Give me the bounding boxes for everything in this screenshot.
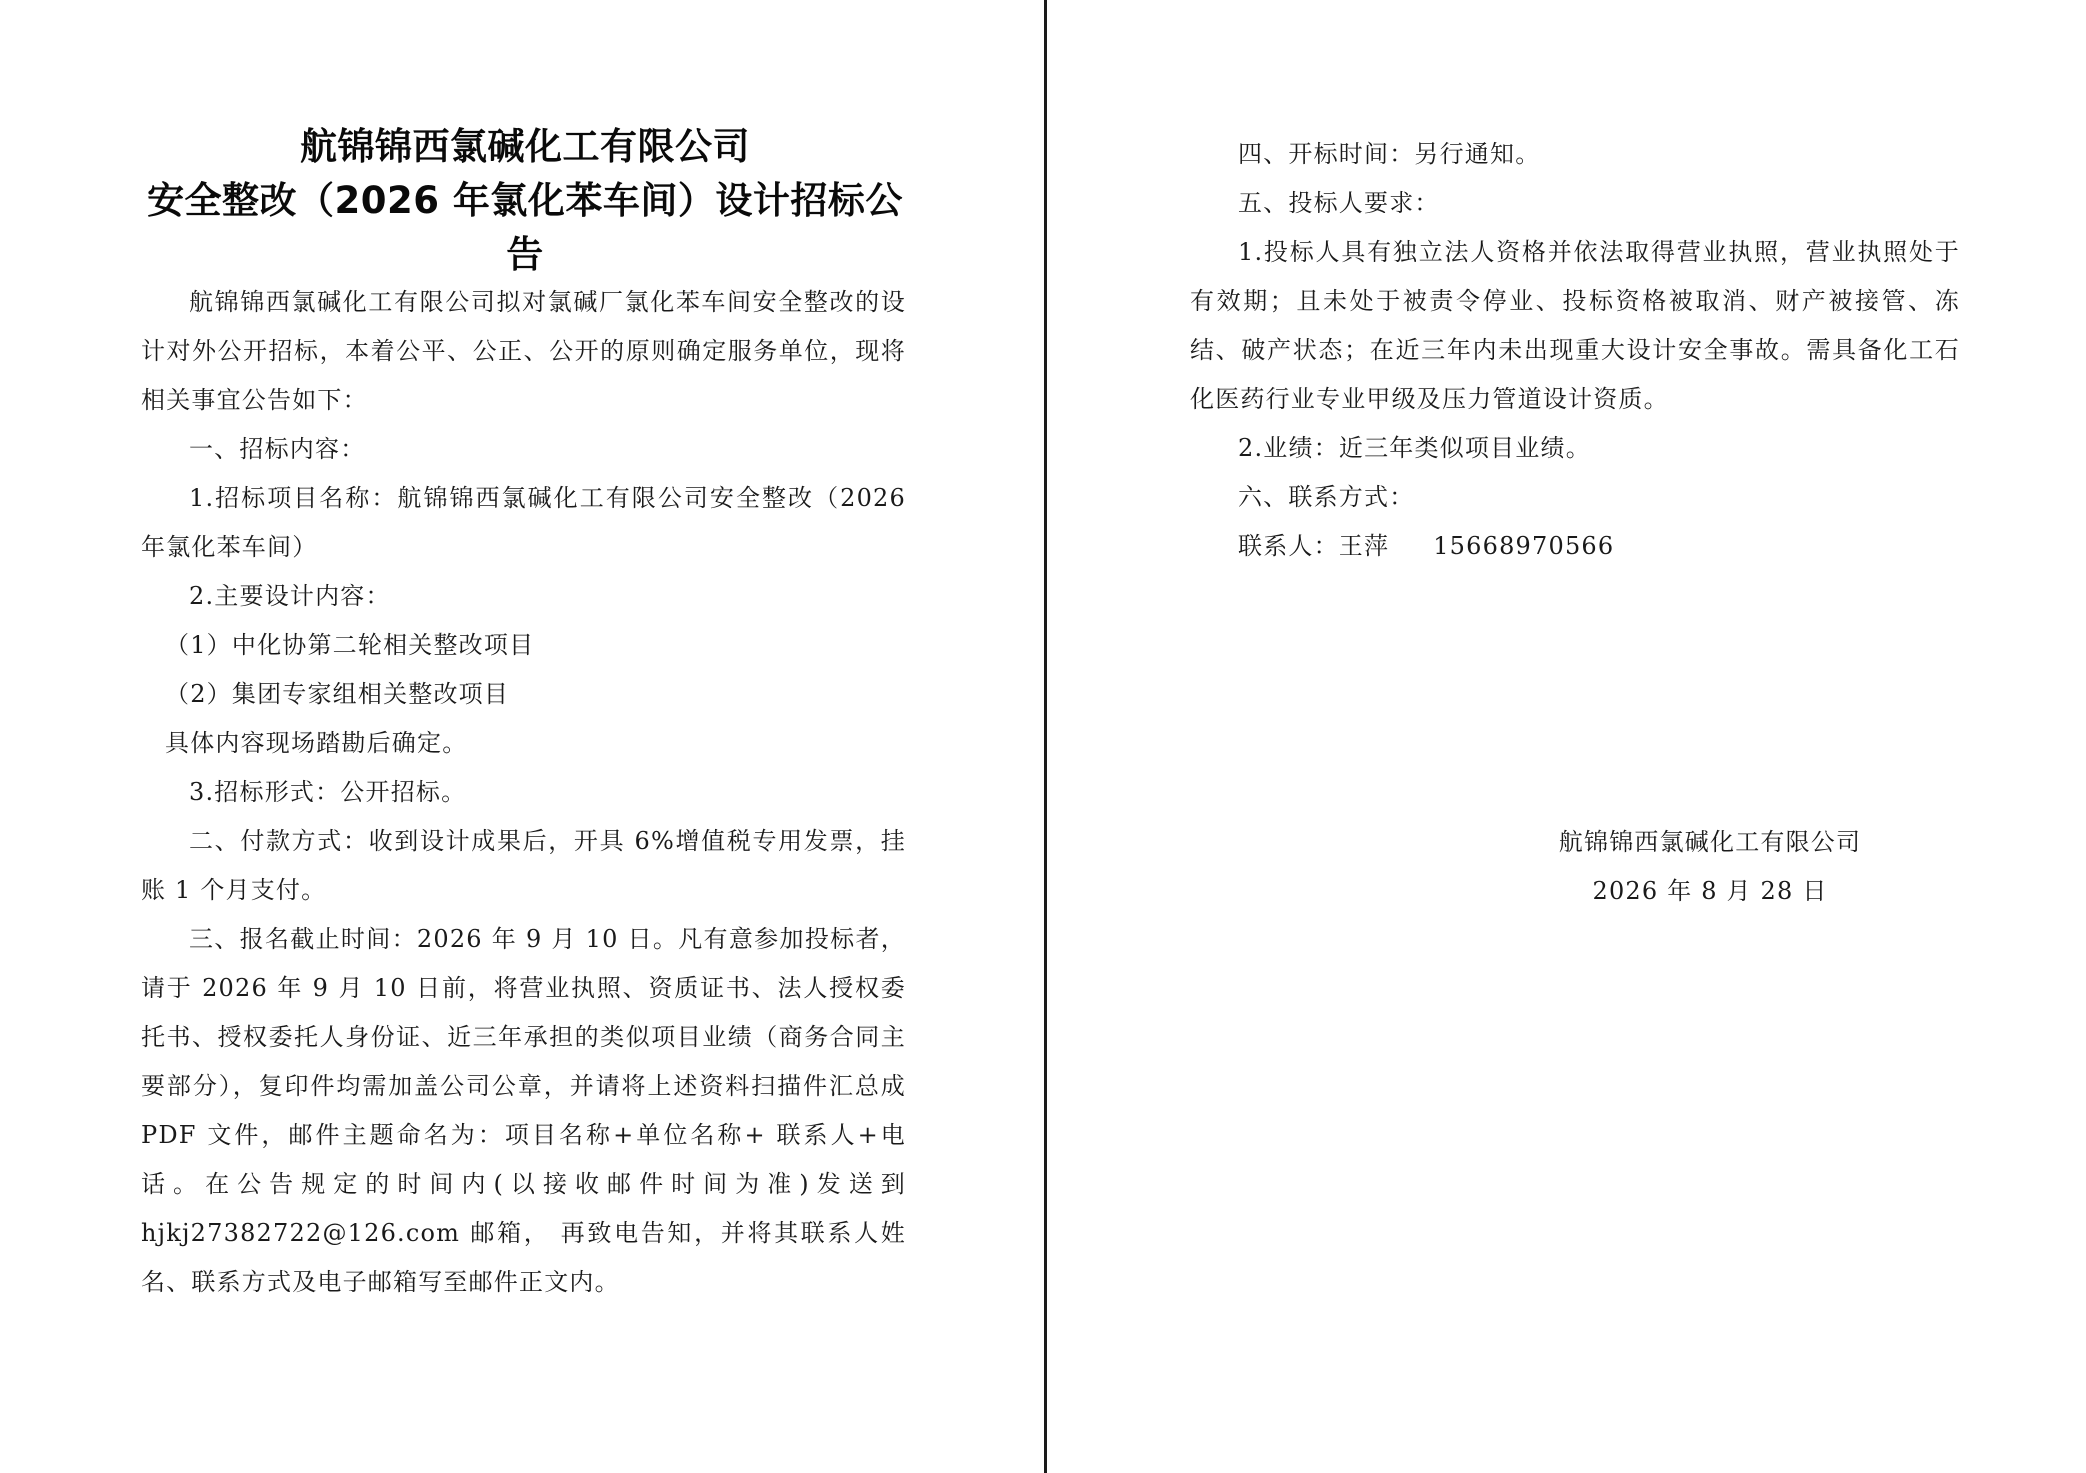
item3-bid-form: 3.招标形式：公开招标。 [189, 778, 467, 806]
requirement-1: 1.投标人具有独立法人资格并依法取得营业执照，营业执照处于有效期；且未处于被责令停业、投标资格被取消、财产被接管、冻结、破产状态；在近三年内未出现重大设计安全事故。需具备化工石化医药行业专业甲级及压力管道设计资质。 [1190, 238, 1960, 413]
section6-heading: 六、联系方式： [1238, 483, 1415, 511]
announcement-title [130, 120, 920, 282]
section2-payment: 二、付款方式：收到设计成果后，开具 6%增值税专用发票，挂账 1 个月支付。 [141, 827, 906, 904]
item2-sub2: （2）集团专家组相关整改项目 [165, 680, 510, 708]
item1-project-name: 1.招标项目名称：航锦锦西氯碱化工有限公司安全整改（2026 年氯化苯车间） [141, 484, 906, 561]
section4-opening-time: 四、开标时间：另行通知。 [1238, 140, 1541, 168]
title-subject: 安全整改（2026 年氯化苯车间）设计招标公告 [147, 179, 903, 276]
page-divider [1044, 0, 1047, 1473]
contact-person: 联系人：王萍 [1238, 532, 1390, 560]
item2-heading: 2.主要设计内容： [189, 582, 391, 610]
requirement-2: 2.业绩：近三年类似项目业绩。 [1238, 434, 1591, 462]
signature-date: 2026 年 8 月 28 日 [1592, 877, 1828, 905]
item2-note: 具体内容现场踏勘后确定。 [165, 729, 468, 757]
section5-heading: 五、投标人要求： [1238, 189, 1440, 217]
contact-phone: 15668970566 [1433, 532, 1615, 560]
item2-sub1: （1）中化协第二轮相关整改项目 [165, 631, 535, 659]
intro-paragraph: 航锦锦西氯碱化工有限公司拟对氯碱厂氯化苯车间安全整改的设计对外公开招标，本着公平、公正、公开的原则确定服务单位，现将相关事宜公告如下： [141, 288, 906, 414]
right-page-body [1190, 130, 1960, 571]
left-page-body [141, 278, 906, 1307]
section3-deadline: 三、报名截止时间：2026 年 9 月 10 日。凡有意参加投标者，请于 2026 年 9 月 10 日前，将营业执照、资质证书、法人授权委托书、授权委托人身份证、近三年承担的类似项目业绩（商务合同主要部分），复印件均需加盖公司公章，并请将上述资料扫描件汇总成 PDF 文件，邮件主题命名为：项目名称+单位名称+ 联系人+电话。在公告规定的时间内(以接收邮件时间为准)发送到 hjkj27382722@126.com 邮箱， 再致电告知，并将其联系人姓名、联系方式及电子邮箱写至邮件正文内。 [141, 925, 906, 1296]
contact-row [1190, 522, 1960, 571]
signature-company: 航锦锦西氯碱化工有限公司 [1558, 828, 1862, 856]
section1-heading: 一、招标内容： [189, 435, 366, 463]
signature-block [1450, 818, 1970, 916]
title-company-name: 航锦锦西氯碱化工有限公司 [300, 125, 750, 168]
